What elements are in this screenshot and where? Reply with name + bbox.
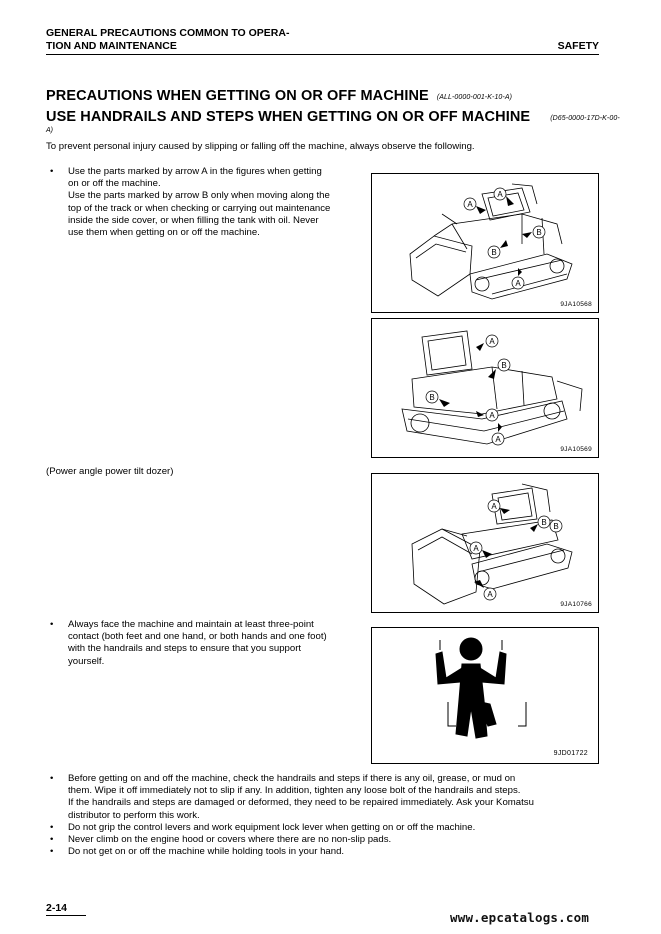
bottom-bullets	[50, 773, 602, 858]
watermark-text: www.epcatalogs.com	[450, 910, 590, 925]
arrow-label-b: B	[491, 248, 497, 257]
bullet-no-tools	[50, 846, 602, 858]
header-rule	[46, 54, 599, 55]
bullet-line: If the handrails and steps are damaged or deformed, they need to be repaired immediately. Ask your Komatsu	[68, 797, 534, 809]
bullet1-line: Use the parts marked by arrow A in the figures when getting	[68, 166, 322, 177]
arrow-label-a: A	[489, 337, 495, 346]
bullet-line: Do not get on or off the machine while holding tools in your hand.	[68, 846, 345, 858]
bullet-symbol: •	[50, 619, 54, 630]
main-title	[46, 88, 512, 104]
arrow-label-a: A	[487, 590, 493, 599]
figure-three-point-contact	[371, 627, 599, 764]
bullet-line: distributor to perform this work.	[68, 809, 200, 821]
bullet-line: Do not grip the control levers and work equipment lock lever when getting on or off the machine.	[68, 821, 476, 833]
sub-title	[46, 109, 620, 125]
bullet-no-grip-levers	[50, 822, 602, 834]
bullet-check-handrails	[50, 773, 602, 822]
bullet2-line: contact (both feet and one hand, or both hands and one foot)	[68, 631, 327, 643]
figure-code: 9JA10766	[560, 601, 592, 608]
bullet2-line: yourself.	[68, 655, 105, 667]
dozer-front-illustration	[372, 174, 600, 314]
arrow-label-a: A	[491, 502, 497, 511]
bullet1-line: inside the side cover, or when filling the tank with oil. Never	[68, 214, 319, 226]
arrow-label-b: B	[536, 228, 542, 237]
bullet-symbol: •	[50, 846, 54, 858]
header-section: SAFETY	[557, 40, 599, 52]
main-title-text: PRECAUTIONS WHEN GETTING ON OR OFF MACHINE	[46, 88, 429, 104]
figure-code: 9JD01722	[553, 750, 588, 757]
arrow-label-a: A	[467, 200, 473, 209]
arrow-label-a: A	[473, 544, 479, 553]
footer-rule	[46, 915, 86, 916]
arrow-label-a: A	[497, 190, 503, 199]
arrow-label-a: A	[495, 435, 501, 444]
header-chapter-line2-text: TION AND MAINTENANCE	[46, 40, 177, 52]
page-number: 2-14	[46, 902, 68, 914]
dozer-rear-illustration	[372, 319, 600, 459]
figure-power-angle-dozer	[371, 473, 599, 613]
sub-title-ref-cont: A)	[46, 127, 53, 134]
arrow-label-a: A	[515, 279, 521, 288]
bullet-line: Never climb on the engine hood or covers where there are no non-slip pads.	[68, 834, 392, 846]
bullet-symbol: •	[50, 773, 54, 784]
bullet-line: Before getting on and off the machine, check the handrails and steps if there is any oil, grease, or mud on	[68, 773, 516, 784]
bullet2-line: Always face the machine and maintain at least three-point	[68, 619, 314, 630]
arrow-label-b: B	[553, 522, 559, 531]
bullet-no-climb-hood	[50, 834, 602, 846]
figure-code: 9JA10569	[560, 446, 592, 453]
bullet-symbol: •	[50, 166, 54, 177]
bullet-symbol: •	[50, 834, 54, 846]
bullet-symbol: •	[50, 821, 54, 833]
sub-title-ref: (D65-0000-17D-K-00-	[550, 115, 620, 122]
bullet1-line: Use the parts marked by arrow B only when moving along the	[68, 190, 330, 202]
figure-dozer-front	[371, 173, 599, 313]
bullet1-line: use them when getting on or off the machine.	[68, 227, 260, 239]
arrow-label-b: B	[541, 518, 547, 527]
sub-title-text: USE HANDRAILS AND STEPS WHEN GETTING ON OR OFF MACHINE	[46, 109, 531, 125]
power-angle-dozer-illustration	[372, 474, 600, 614]
bullet-line: them. Wipe it off immediately not to slip if any. In addition, tighten any loose bolt of the handrails and steps.	[68, 785, 521, 797]
bullet-three-point-contact	[50, 619, 370, 668]
arrow-label-a: A	[489, 411, 495, 420]
header-chapter-line1: GENERAL PRECAUTIONS COMMON TO OPERA-	[46, 27, 290, 39]
figure-dozer-rear	[371, 318, 599, 458]
bullet2-line: with the handrails and steps to ensure that you support	[68, 643, 302, 655]
person-climbing-icon	[372, 628, 600, 765]
bullet1-line: on or off the machine.	[68, 178, 161, 190]
arrow-label-b: B	[501, 361, 507, 370]
main-title-ref: (ALL-0000-001-K-10-A)	[436, 94, 513, 101]
figure-code: 9JA10568	[560, 301, 592, 308]
bullet-handrail-parts	[50, 166, 370, 239]
power-angle-caption: (Power angle power tilt dozer)	[46, 466, 174, 477]
header-chapter-line2	[46, 40, 599, 53]
page-header	[46, 27, 599, 53]
bullet1-line: top of the track or when checking or carrying out maintenance	[68, 202, 331, 214]
arrow-label-b: B	[429, 393, 435, 402]
intro-text: To prevent personal injury caused by slipping or falling off the machine, always observe the following.	[46, 141, 475, 152]
